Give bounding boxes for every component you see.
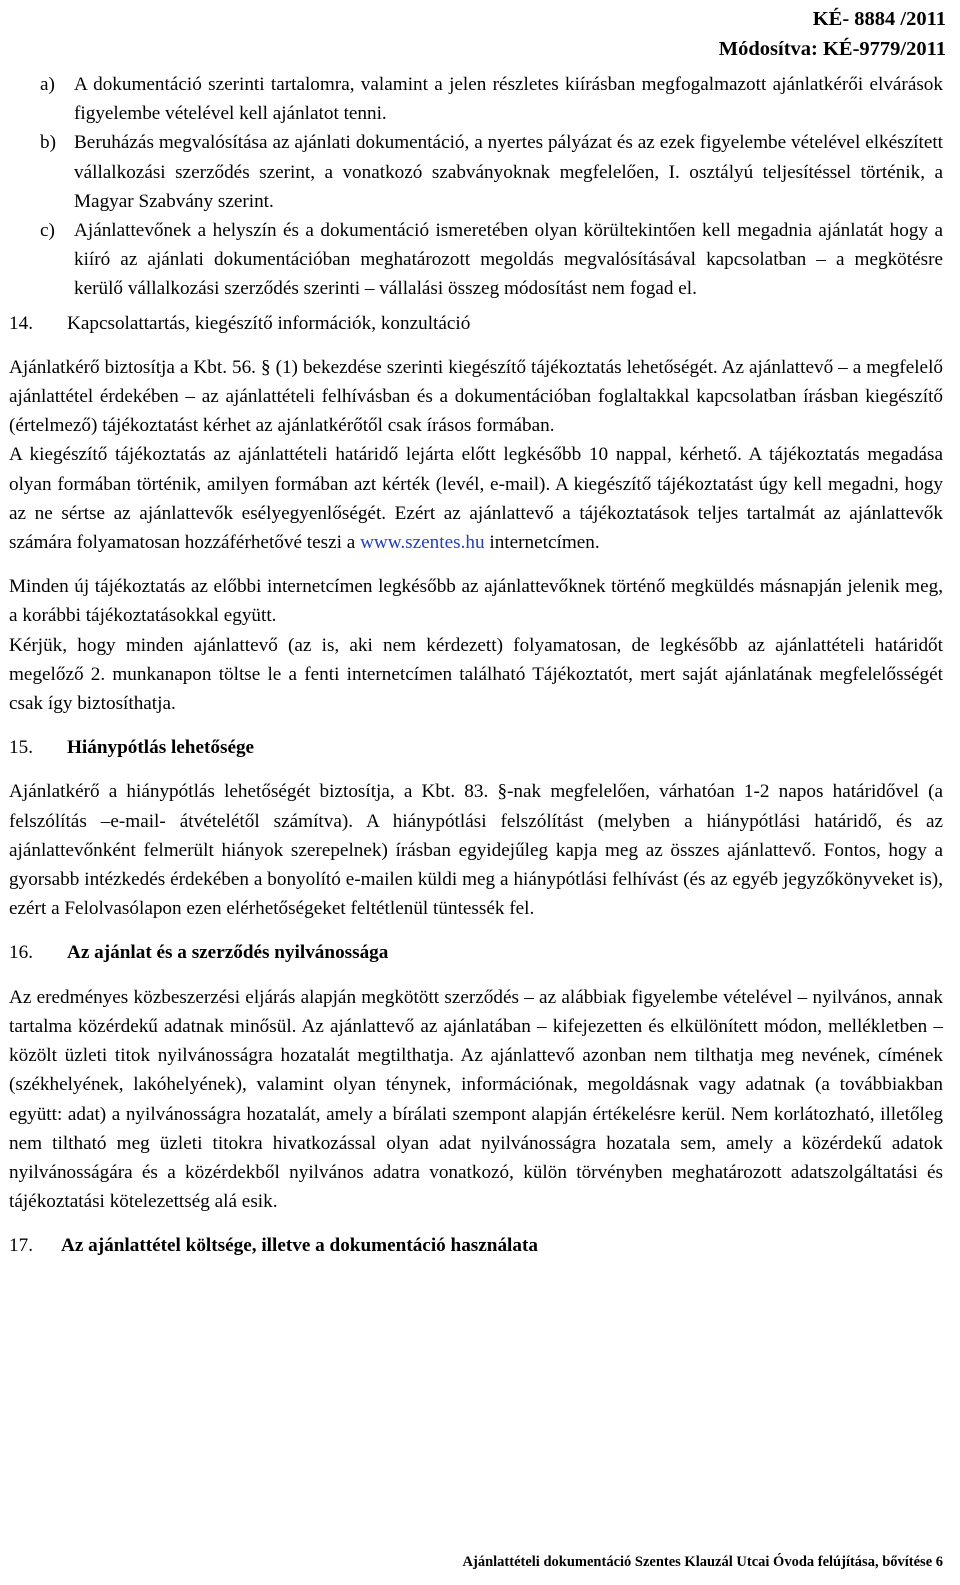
section-number: 17. [9,1235,33,1257]
list-text: A dokumentáció szerinti tartalomra, valamint a jelen részletes kiírásban megfogalmazott ajánlatkérői elvárások figyelembe vételével kell ajánlatot tenni. [74,74,943,125]
section-15-heading [9,733,943,762]
paragraph-text: internetcímen. [484,532,600,554]
list-text: Beruházás megvalósítása az ajánlati dokumentáció, a nyertes pályázat és az ezek figyelembe vételével elkészített vállalkozási szerződés szerint, a vonatkozó szabványoknak megfelelően, I. osztályú teljesítéssel történik, a Magyar Szabvány szerint. [74,132,943,212]
document-body [9,70,943,1261]
website-link[interactable]: www.szentes.hu [360,532,485,554]
document-number: KÉ- 8884 /2011 [812,8,946,30]
page-header [719,4,946,64]
section-number: 14. [9,312,33,334]
section-14-paragraph-2 [9,440,943,557]
section-15-paragraph-1: Ajánlatkérő a hiánypótlás lehetőségét biztosítja, a Kbt. 83. §-nak megfelelően, várhatóan 1-2 napos határidővel (a felszólítás –e-mail- átvételétől számítva). A hiánypótlási felszólítást (melyben a hiánypótlási határidő, és az ajánlattevőnként felmerült hiányok szerepelnek) írásban egyidejűleg kapja meg az összes ajánlattevő. Fontos, hogy a gyorsabb intézkedés érdekében a bonyolító e-mailen küldi meg a hiánypótlási felhívást (és az egyéb jegyzőkönyveket is), ezért a Felolvasólapon ezen elérhetőségeket feltétlenül tüntessék fel. [9,781,943,920]
list-item-a [9,70,943,128]
list-label: b) [40,132,56,154]
section-14-paragraph-4: Kérjük, hogy minden ajánlattevő (az is, aki nem kérdezett) folyamatosan, de legkésőbb az ajánlattételi határidőt megelőző 2. munkanapon töltse le a fenti internetcímen található Tájékoztatót, mert saját ajánlatának megfelelősségét csak így biztosíthatja. [9,634,943,715]
section-14-paragraph-1: Ajánlatkérő biztosítja a Kbt. 56. § (1) bekezdése szerinti kiegészítő tájékoztatás lehetőségét. Az ajánlattevő – a megfelelő ajánlattétel érdekében – az ajánlattételi felhívásban és a dokumentációban foglaltakkal kapcsolatban írásban kiegészítő (értelmező) tájékoztatást kérhet az ajánlatkérőtől csak írásos formában. [9,356,943,437]
section-14-heading [9,309,943,338]
list-label: a) [40,74,55,95]
section-16-paragraph-1: Az eredményes közbeszerzési eljárás alapján megkötött szerződés – az alábbiak figyelembe vételével – nyilvános, annak tartalma közérdekű adatnak minősül. Az ajánlattevő az ajánlatában – kifejezetten és elkülönített módon, mellékletben – közölt üzleti titok nyilvánosságra hozatalát megtilthatja. Az ajánlattevő azonban nem tilthatja meg nevének, címének (székhelyének, lakóhelyének), valamint olyan ténynek, információnak, megoldásnak vagy adatnak (a továbbiakban együtt: adat) a nyilvánosságra hozatalát, amely a bírálati szempont alapján értékelésre kerül. Nem korlátozható, illetőleg nem tiltható meg üzleti titokra hivatkozással olyan adat nyilvánosságra hozatala sem, amely a közérdekű adatok nyilvánosságára és a közérdekből nyilvános adatra vonatkozó, külön törvényben meghatározott adatszolgáltatási és tájékoztatási kötelezettség alá esik. [9,986,943,1213]
list-item-c [9,216,943,304]
list-label: c) [40,220,55,242]
section-14-paragraph-3: Minden új tájékoztatás az előbbi internetcímen legkésőbb az ajánlattevőknek történő megküldés másnapján jelenik meg, a korábbi tájékoztatásokkal együtt. [9,576,943,627]
section-17-heading [9,1231,943,1260]
section-title: Az ajánlat és a szerződés nyilvánossága [67,942,389,964]
section-title: Kapcsolattartás, kiegészítő információk, konzultáció [67,312,471,334]
section-title: Hiánypótlás lehetősége [67,737,255,759]
list-item-b [9,128,943,216]
modification-reference: Módosítva: KÉ-9779/2011 [718,38,946,60]
list-text: Ajánlattevőnek a helyszín és a dokumentáció ismeretében olyan körültekintően kell megadnia ajánlatát hogy a kiíró az ajánlati dokumentációban meghatározott megoldás megvalósításával kapcsolatban – a megkötésre kerülő vállalkozási szerződés szerinti – vállalási összeg módosítást nem fogad el. [74,220,943,300]
section-number: 16. [9,942,33,964]
section-title: Az ajánlattétel költsége, illetve a dokumentáció használata [61,1235,538,1257]
paragraph-text: A kiegészítő tájékoztatás az ajánlattételi határidő lejárta előtt legkésőbb 10 nappal, kérhető. A tájékoztatás megadása olyan formában történik, amilyen formában azt kérték (levél, e-mail). A kiegészítő tájékoztatást úgy kell megadni, hogy az ne sértse az ajánlattevők esélyegyenlőségét. Ezért az ajánlattevő a tájékoztatások teljes tartalmát az ajánlattevők számára folyamatosan hozzáférhetővé teszi a [9,444,943,554]
section-16-heading [9,938,943,967]
page-footer: Ajánlattételi dokumentáció Szentes Klauzál Utcai Óvoda felújítása, bővítése 6 [462,1554,943,1570]
section-number: 15. [9,737,33,759]
